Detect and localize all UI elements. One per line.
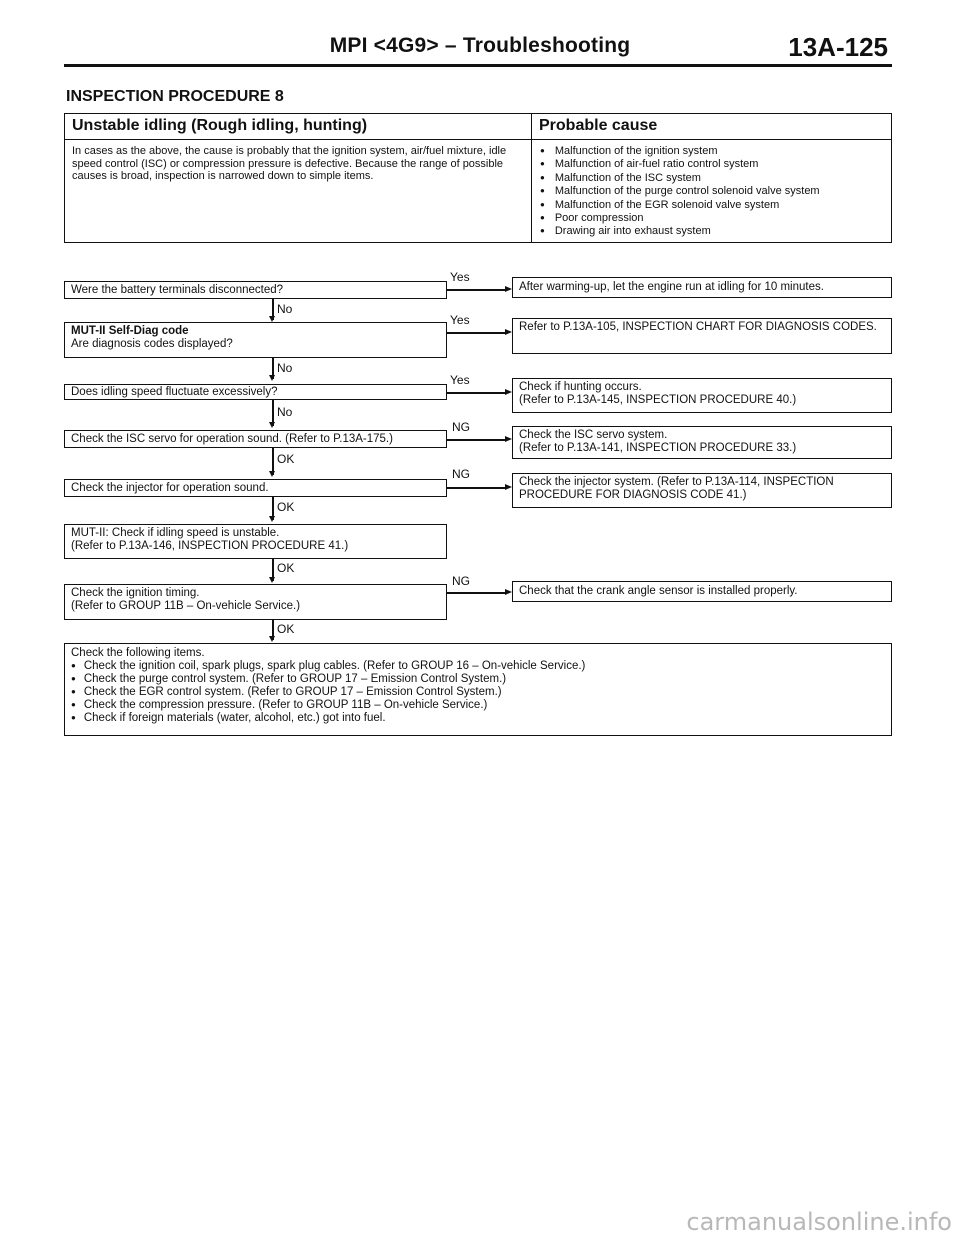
action-isc-system [512,426,892,459]
step-battery-disconnected [64,281,447,299]
watermark: carmanualsonline.info [686,1208,952,1236]
arrow-down-icon [269,636,275,642]
cause-item: ● Malfunction of air-fuel ratio control system [540,158,891,171]
action-check-hunting [512,378,892,413]
action-text: Check that the crank angle sensor is installed properly. [519,585,798,597]
no-label: No [277,405,293,419]
cause-column [532,114,891,242]
ng-label: NG [452,420,470,434]
connector-line [447,439,507,441]
yes-label: Yes [450,313,470,327]
step-ignition-timing [64,584,447,620]
arrow-right-icon [505,589,512,595]
cause-item: ● Malfunction of the purge control solenoid valve system [540,185,891,198]
action-reference: (Refer to P.13A-145, INSPECTION PROCEDURE 40.) [519,394,797,406]
ok-label: OK [277,622,295,636]
cause-item: ● Malfunction of the EGR solenoid valve system [540,199,891,212]
arrow-down-icon [269,422,275,428]
arrow-right-icon [505,389,512,395]
step-injector-sound [64,479,447,497]
arrow-down-icon [269,577,275,583]
arrow-right-icon [505,436,512,442]
step-text: Check the injector for operation sound. [71,482,269,494]
yes-label: Yes [450,270,470,284]
symptom-column [65,114,532,242]
step-reference: (Refer to GROUP 11B – On-vehicle Service.) [71,600,301,612]
ng-label: NG [452,574,470,588]
action-diag-chart [512,318,892,354]
arrow-down-icon [269,471,275,477]
header-rule [64,64,892,67]
arrow-right-icon [505,329,512,335]
ok-label: OK [277,561,295,575]
final-checks-title: Check the following items. [71,647,205,659]
step-isc-servo-sound [64,430,447,448]
page-number: 13A-125 [788,32,888,62]
no-label: No [277,361,293,375]
step-self-diag [64,322,447,358]
cause-list [532,140,891,239]
cause-item: ● Poor compression [540,212,891,225]
no-label: No [277,302,293,316]
cause-item: ● Malfunction of the ignition system [540,145,891,158]
action-text: Check if hunting occurs. [519,381,642,393]
action-reference: (Refer to P.13A-141, INSPECTION PROCEDURE 33.) [519,442,797,454]
connector-line [447,392,507,394]
connector-line [447,487,507,489]
step-text: Check the ISC servo for operation sound. (Refer to P.13A-175.) [71,433,393,445]
arrow-right-icon [505,484,512,490]
ok-label: OK [277,500,295,514]
step-text: Does idling speed fluctuate excessively? [71,386,278,398]
cause-item: ● Drawing air into exhaust system [540,225,891,238]
ng-label: NG [452,467,470,481]
action-warm-up [512,277,892,298]
final-check-item: ● Check the purge control system. (Refer to GROUP 17 – Emission Control System.) [71,673,885,686]
action-text: Refer to P.13A-105, INSPECTION CHART FOR DIAGNOSIS CODES. [519,321,877,333]
final-check-item: ● Check the ignition coil, spark plugs, spark plug cables. (Refer to GROUP 16 – On-vehicle Service.) [71,660,885,673]
cause-item: ● Malfunction of the ISC system [540,172,891,185]
connector-line [447,289,507,291]
action-crank-sensor [512,581,892,602]
final-check-item: ● Check the compression pressure. (Refer to GROUP 11B – On-vehicle Service.) [71,699,885,712]
step-idle-fluctuate [64,384,447,400]
step-text: MUT-II: Check if idling speed is unstable. [71,527,280,539]
action-text: Check the ISC servo system. [519,429,668,441]
cause-header: Probable cause [532,114,891,140]
symptom-header: Unstable idling (Rough idling, hunting) [65,114,531,140]
final-check-item: ● Check if foreign materials (water, alcohol, etc.) got into fuel. [71,712,885,725]
connector-line [447,332,507,334]
page-title: MPI <4G9> – Troubleshooting [329,34,631,57]
action-injector-system [512,473,892,508]
yes-label: Yes [450,373,470,387]
ok-label: OK [277,452,295,466]
step-text: Check the ignition timing. [71,587,200,599]
action-text: Check the injector system. (Refer to P.13A-114, INSPECTION PROCEDURE FOR DIAGNOSIS CODE 41.) [519,476,834,501]
symptom-cause-table [64,113,892,243]
arrow-right-icon [505,286,512,292]
arrow-down-icon [269,516,275,522]
step-title: MUT-II Self-Diag code [71,325,189,337]
final-checks [64,643,892,736]
section-title: INSPECTION PROCEDURE 8 [66,88,284,105]
step-idle-unstable [64,524,447,559]
symptom-description: In cases as the above, the cause is probably that the ignition system, air/fuel mixture, idle speed control (ISC) or compression pressure is defective. Because the range of possible causes is broad, inspection is narrowed down to simple items. [72,145,507,182]
step-text: Were the battery terminals disconnected? [71,284,284,296]
final-checks-list [71,660,885,725]
connector-line [447,592,507,594]
step-reference: (Refer to P.13A-146, INSPECTION PROCEDURE 41.) [71,540,349,552]
step-text: Are diagnosis codes displayed? [71,338,233,350]
final-check-item: ● Check the EGR control system. (Refer to GROUP 17 – Emission Control System.) [71,686,885,699]
arrow-down-icon [269,375,275,381]
action-text: After warming-up, let the engine run at idling for 10 minutes. [519,281,824,293]
